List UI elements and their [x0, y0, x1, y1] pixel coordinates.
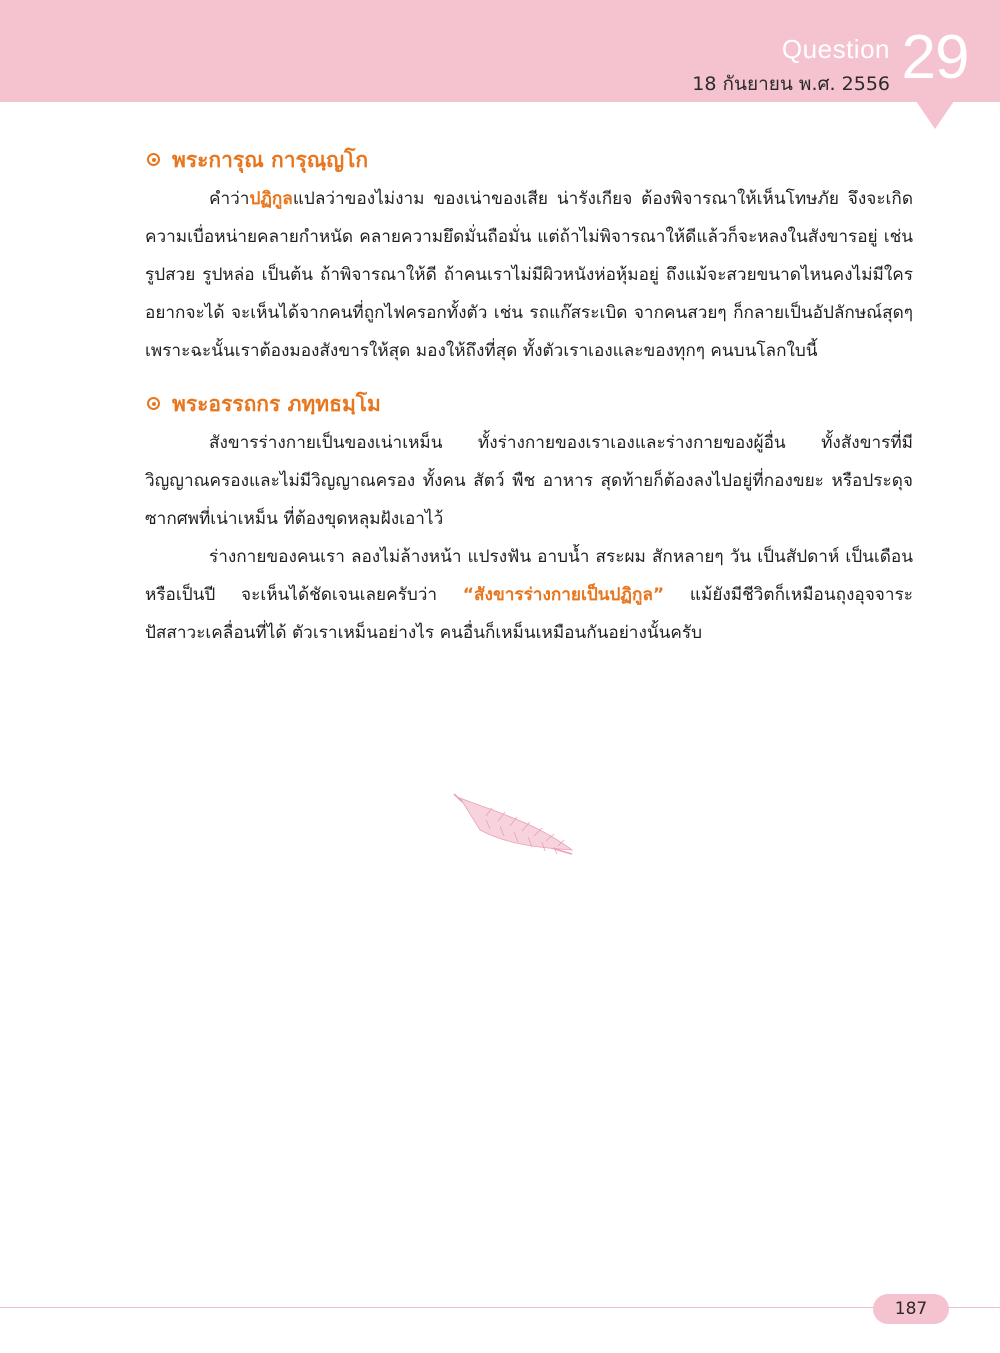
paragraph [145, 538, 913, 652]
paragraph-text: แม้ยังมีชีวิตก็เหมือนถุงอุจจาระ ปัสสาวะเคลื่อนที่ได้ ตัวเราเหม็นอย่างไร คนอื่นก็เหม็นเหมือนกันอย่างนั้นครับ [145, 585, 913, 643]
highlighted-term: ปฏิกูล [249, 189, 293, 209]
paragraph [145, 424, 913, 538]
bullseye-icon [147, 153, 160, 166]
paragraph-text: ร่างกายของคนเรา ลองไม่ล้างหน้า แปรงฟัน อาบน้ำ สระผม สักหลายๆ วัน เป็นสัปดาห์ เป็นเดือน หรือเป็นปี จะเห็นได้ชัดเจนเลยครับว่า [145, 547, 913, 605]
page-number: 187 [873, 1294, 949, 1324]
paragraph [145, 180, 913, 370]
section-title: พระการุณ การุณฺญโก [172, 148, 369, 172]
question-date: 18 กันยายน พ.ศ. 2556 [692, 73, 890, 95]
feather-icon [450, 790, 580, 865]
question-number: 29 [901, 23, 969, 92]
paragraph-text: แปลว่าของไม่งาม ของเน่าของเสีย น่ารังเกียจ ต้องพิจารณาให้เห็นโทษภัย จึงจะเกิดความเบื่อหน่ายคลายกำหนัด คลายความยึดมั่นถือมั่น แต่ถ้าไม่พิจารณาให้ดีแล้วก็จะหลงในสังขารอยู่ เช่น รูปสวย รูปหล่อ เป็นต้น ถ้าพิจารณาให้ดี ถ้าคนเราไม่มีผิวหนังห่อหุ้มอยู่ ถึงแม้จะสวยขนาดไหนคงไม่มีใครอยากจะได้ จะเห็นได้จากคนที่ถูกไฟครอกทั้งตัว เช่น รถแก๊สระเบิด จากคนสวยๆ ก็กลายเป็นอัปลักษณ์สุดๆ เพราะฉะนั้นเราต้องมองสังขารให้สุด มองให้ถึงที่สุด ทั้งตัวเราเองและของทุกๆ คนบนโลกใบนี้ [145, 189, 913, 361]
paragraph-text: คำว่า [209, 189, 250, 209]
section-heading-2 [145, 384, 913, 424]
section-heading-1 [145, 140, 913, 180]
paragraph-text: สังขารร่างกายเป็นของเน่าเหม็น ทั้งร่างกายของเราเองและร่างกายของผู้อื่น ทั้งสังขารที่มีวิญญาณครองและไม่มีวิญญาณครอง ทั้งคน สัตว์ พืช อาหาร สุดท้ายก็ต้องลงไปอยู่ที่กองขยะ หรือประดุจซากศพที่เน่าเหม็น ที่ต้องขุดหลุมฝังเอาไว้ [145, 433, 913, 529]
bullseye-icon [147, 397, 160, 410]
header-notch [916, 101, 954, 129]
section-title: พระอรรถกร ภทฺทธมฺโม [172, 392, 381, 416]
footer-line [0, 1307, 1000, 1308]
page-content [145, 140, 913, 652]
question-label: Question [781, 34, 890, 64]
highlighted-quote: “สังขารร่างกายเป็นปฏิกูล” [462, 585, 665, 605]
